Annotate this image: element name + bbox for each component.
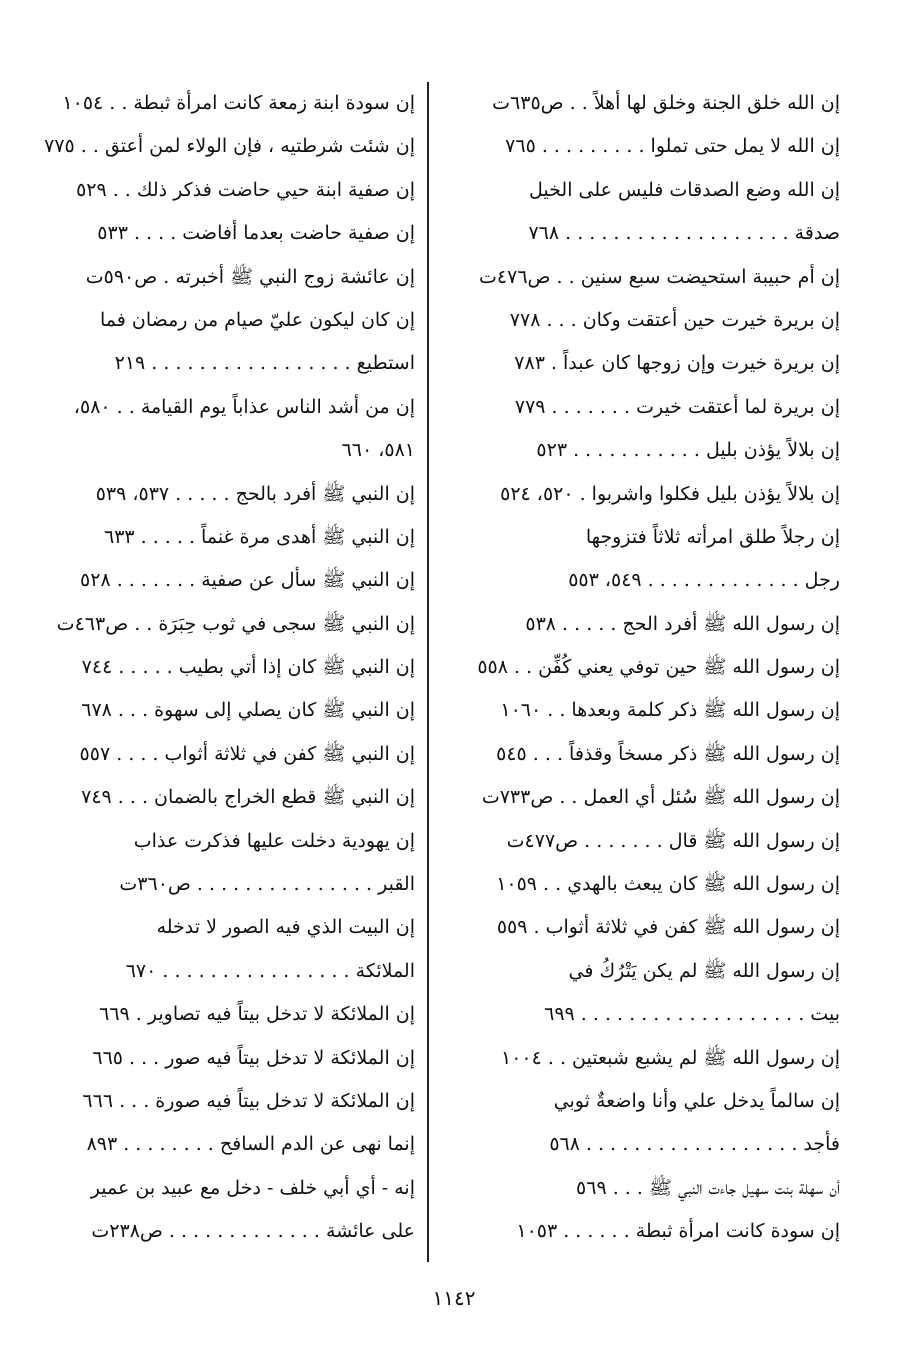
index-entry: إن الملائكة لا تدخل بيتاً فيه صور . . . ٦٦٥ (92, 1046, 415, 1069)
index-entry: إن الله خلق الجنة وخلق لها أهلاً . . ص٦٣٥ت (492, 92, 840, 114)
index-entry: إن بلالاً يؤذن بليل فكلوا واشربوا . ٥٢٠، ٥٢٤ (500, 482, 840, 505)
index-entry: إن سالماً يدخل علي وأنا واضعةٌ ثوبي (553, 1089, 840, 1112)
index-entry: إن النبي ﷺ كان إذا أتي بطيب . . . . . ٧٤٤ (81, 656, 415, 679)
index-entry: إن رسول الله ﷺ كان يبعث بالهدي . . ١٠٥٩ (496, 873, 840, 896)
index-entry: إن النبي ﷺ كفن في ثلاثة أثواب . . . . ٥٥٧ (79, 742, 415, 765)
index-entry: إن النبي ﷺ سجى في ثوب حِبَرَة . . ص٤٦٣ت (56, 612, 415, 635)
index-entry: إن رسول الله ﷺ كفن في ثلاثة أثواب . ٥٥٩ (496, 916, 840, 939)
index-entry: رجل . . . . . . . . . . . . . ٥٤٩، ٥٥٣ (568, 569, 840, 592)
index-entry: على عائشة . . . . . . . . . . . . . ص٢٣٨ت (91, 1220, 415, 1243)
index-entry: إن رسول الله ﷺ ذكر مسخاً وقذفاً . . . ٥٤٥ (496, 742, 840, 765)
index-entry: إن رسول الله ﷺ لم يكن يَتْرُكُ في (568, 959, 840, 982)
index-entry: إن بلالاً يؤذن بليل . . . . . . . . . . . ٥٢٣ (536, 439, 840, 462)
index-entry: إن كان ليكون عليّ صيام من رمضان فما (99, 308, 415, 331)
index-entry: إن الله وضع الصدقات فليس على الخيل (529, 178, 840, 201)
index-entry: فأجد . . . . . . . . . . . . . . . . . . ٥٦٨ (549, 1133, 840, 1156)
index-entry: إن الملائكة لا تدخل بيتاً فيه تصاوير . ٦٦٩ (99, 1003, 415, 1026)
index-entry: صدقة . . . . . . . . . . . . . . . . . . . ٧٦٨ (528, 222, 840, 245)
index-entry: إن رجلاً طلق امرأته ثلاثاً فتزوجها (585, 525, 840, 548)
index-entry: إن عائشة زوج النبي ﷺ أخبرته . ص٥٩٠ت (85, 265, 415, 288)
index-entry: إن سودة ابنة زمعة كانت امرأة ثبطة . . ١٠٥٤ (62, 92, 415, 114)
index-entry: إن النبي ﷺ كان يصلي إلى سهوة . . . ٦٧٨ (81, 699, 415, 722)
index-entry: إن البيت الذي فيه الصور لا تدخله (156, 916, 415, 939)
index-entry: إنما نهى عن الدم السافح . . . . . . . . ٨٩٣ (86, 1133, 415, 1156)
left-column (20, 82, 415, 1254)
index-entry: إن الله لا يمل حتى تملوا . . . . . . . . . ٧٦٥ (505, 135, 840, 158)
index-entry: إن النبي ﷺ أهدى مرة غنماً . . . . . ٦٣٣ (103, 525, 415, 548)
index-entry: إن رسول الله ﷺ ذكر كلمة وبعدها . . ١٠٦٠ (500, 699, 840, 722)
index-entry: إنه - أي أبي خلف - دخل مع عبيد بن عمير (90, 1176, 415, 1199)
index-entry: بيت . . . . . . . . . . . . . . . . . . . ٦٩٩ (544, 1003, 840, 1026)
index-entry: إن النبي ﷺ قطع الخراج بالضمان . . . ٧٤٩ (81, 786, 415, 809)
index-entry: إن يهودية دخلت عليها فذكرت عذاب (133, 829, 415, 852)
index-entry: إن رسول الله ﷺ أفرد الحج . . . . . ٥٣٨ (525, 612, 840, 635)
column-divider (427, 82, 429, 1262)
index-entry: إن شئت شرطتيه ، فإن الولاء لمن أعتق . . ٧٧٥ (44, 135, 415, 158)
index-entry: إن رسول الله ﷺ حين توفي يعني كُفِّن . . ٥٥٨ (477, 656, 840, 679)
index-entry: إن أم حبيبة استحيضت سبع سنين . . ص٤٧٦ت (479, 265, 840, 288)
index-entry: إن رسول الله ﷺ لم يشبع شبعتين . . ١٠٠٤ (501, 1046, 840, 1069)
index-entry: إن النبي ﷺ سأل عن صفية . . . . . . . ٥٢٨ (80, 569, 415, 592)
index-entry: إن صفية حاضت بعدما أفاضت . . . . ٥٣٣ (97, 222, 415, 245)
index-entry: إن الملائكة لا تدخل بيتاً فيه صورة . . . ٦٦٦ (82, 1089, 415, 1112)
index-entry: أن سهلة بنت سهيل جاءت النبي ﷺ . . . ٥٦٩ (576, 1176, 840, 1199)
index-entry: استطيع . . . . . . . . . . . . . . . . . ٢١٩ (114, 352, 415, 375)
index-entry: إن بريرة خيرت حين أعتقت وكان . . . ٧٧٨ (509, 308, 840, 331)
index-entry: ٥٨١، ٦٦٠ (341, 439, 415, 462)
index-entry: إن رسول الله ﷺ قال . . . . . . . ص٤٧٧ت (506, 829, 840, 852)
right-column (440, 82, 840, 1254)
index-entry: القبر . . . . . . . . . . . . . . . ص٣٦٠ت (119, 873, 415, 896)
index-entry: الملائكة . . . . . . . . . . . . . . . . ٦٧٠ (125, 959, 415, 982)
index-entry: إن صفية ابنة حيي حاضت فذكر ذلك . . ٥٢٩ (76, 178, 415, 201)
index-entry: إن سودة كانت امرأة ثبطة . . . . . . ١٠٥٣ (516, 1220, 840, 1243)
page-number: ١١٤٢ (432, 1286, 476, 1310)
index-entry: إن رسول الله ﷺ سُئل أي العمل . . ص٧٣٣ت (481, 786, 840, 809)
index-entry: إن بريرة خيرت وإن زوجها كان عبداً . ٧٨٣ (514, 352, 840, 375)
index-entry: إن النبي ﷺ أفرد بالحج . . . . . ٥٣٧، ٥٣٩ (95, 482, 415, 505)
index-entry: إن بريرة لما أعتقت خيرت . . . . . . . ٧٧٩ (514, 395, 840, 418)
index-entry: إن من أشد الناس عذاباً يوم القيامة . . ٥٨٠، (73, 395, 415, 418)
